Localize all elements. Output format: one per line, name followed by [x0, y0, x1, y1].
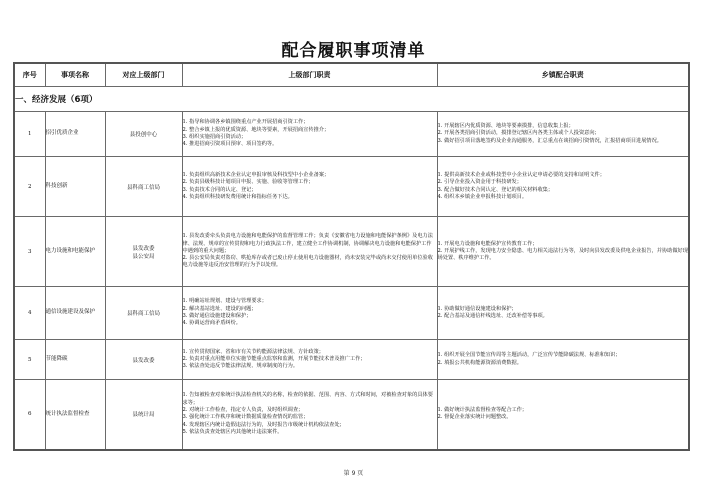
dept-name: 县统计局 [132, 412, 155, 419]
header-row [14, 63, 689, 87]
duty-item: 3. 配合做好技术合同认定、登记的相关材料收集； [437, 186, 554, 193]
header-no: 序号 [14, 63, 45, 87]
dept-name: 县科商工信局 [126, 184, 160, 191]
duty-item: 2. 配合基站及通信杆线选址、迁改补偿等事项。 [437, 313, 548, 319]
cell-upper-dept [105, 157, 182, 217]
table-row [14, 157, 689, 217]
duty-item: 2. 负责对重点用能单位实施节能重点监察和监测，开展节能技术普及推广工作； [182, 355, 366, 362]
header-upper-dept: 对应上级部门 [105, 63, 182, 87]
duty-item: 3. 做好通信设施建设和保护； [182, 313, 252, 319]
duty-table [13, 62, 690, 451]
duty-item: 2. 开展护线工作，发现电力安全隐患、电力相关违法行为等，及时向县发改委及供电企业报告，并协助做好现场处置、秩序维护工作。 [437, 247, 688, 262]
table-row [14, 217, 689, 287]
table-row [14, 380, 689, 450]
section-row [14, 87, 689, 112]
duty-item: 1. 指导和协调各乡镇围绕重点产业开展招商引资工作； [182, 119, 309, 126]
cell-upper-duties [182, 217, 437, 287]
dept-name: 县发改委 [132, 245, 155, 252]
cell-upper-dept [105, 287, 182, 340]
cell-no: 6 [14, 380, 45, 450]
cell-item-name: 节能降碳 [45, 340, 105, 380]
duty-item: 4. 负责组织科技研发费用统计和指标任务下达。 [182, 193, 293, 200]
duty-item: 2. 引导企业投入资金用于科技研发； [437, 179, 522, 186]
cell-upper-duties [182, 287, 437, 340]
cell-no: 5 [14, 340, 45, 380]
section-title: 一、经济发展（6项） [14, 87, 689, 112]
duty-item: 2. 解决基站选址、建设的问题； [182, 305, 257, 312]
header-upper-duties: 上级部门职责 [182, 63, 437, 87]
cell-upper-duties [182, 157, 437, 217]
cell-upper-dept [105, 112, 182, 157]
cell-no: 3 [14, 217, 45, 287]
duty-item: 2. 对统计工作检查，指定专人负责，及时组织调查； [182, 406, 304, 413]
cell-item-name: 科技创新 [45, 157, 105, 217]
duty-item: 1. 组织开展全国节能宣传周等主题活动，广泛宣传节能降碳法规、标准和知识； [437, 352, 621, 359]
duty-item: 2. 督促企业落实统计问题整改。 [437, 414, 512, 421]
cell-upper-dept [105, 217, 182, 287]
cell-item-name: 通信设施建设及保护 [45, 287, 105, 340]
duty-item: 1. 提供高新技术企业或科技型中小企业认定申请必要的支持和证明文件； [437, 171, 605, 178]
duty-item: 1. 开展辖区内优质资源、地块等要素摸排，信息收集上报； [437, 123, 574, 130]
cell-no: 4 [14, 287, 45, 340]
duty-item: 2. 填报公共机构能源资源消费数据。 [437, 359, 522, 366]
duty-item: 1. 做好统计执法监督检查等配合工作； [437, 406, 528, 413]
duty-item: 1. 协助做好通信设施建设和保护； [437, 305, 517, 312]
header-town-duties: 乡镇配合职责 [437, 63, 689, 87]
cell-item-name: 统计执法监督检查 [45, 380, 105, 450]
duty-item: 2. 负责县级科技计划项目申报、实施、验收等管理工作； [182, 179, 314, 186]
duty-item: 3. 组织实施招商引资活动； [182, 134, 247, 140]
duty-item: 1. 县发改委牵头负责电力设施和电能保护的监督管理工作；负责《安徽省电力设施和电能保护条例》及电力法律、法规、规章的宣传贯彻和电力行政执法工作，建立健全工作协调机制，协调解决电力设施和电能保护工作中遇到的重大问题； [182, 233, 433, 254]
document-title: 配合履职事项清单 [281, 41, 426, 61]
cell-upper-duties [182, 340, 437, 380]
duty-item: 1. 负责组织高新技术企业认定申报审核及科技型中小企业备案； [182, 171, 330, 178]
cell-upper-dept [105, 380, 182, 450]
duty-item: 4. 协调运营商矛盾纠纷。 [182, 320, 241, 327]
duty-item: 5. 依法负责查处辖区内其他统计违法案件。 [182, 428, 283, 435]
cell-item-name: 电力设施和电能保护 [45, 217, 105, 287]
cell-upper-duties [182, 380, 437, 450]
cell-upper-duties [182, 112, 437, 157]
cell-town-duties [437, 340, 689, 380]
duty-item: 1. 开展电力设施和电能保护宣传教育工作； [437, 240, 538, 247]
cell-item-name: 招引优质企业 [45, 112, 105, 157]
duty-item: 1. 宣传贯彻国家、省和市有关节约能源法律法规、方针政策； [182, 348, 324, 355]
duty-item: 1. 告知被检查对象统计执法检查机关的名称，检查的依据、范围、内容、方式和时间，对被检查对象的具体要求等； [182, 392, 433, 406]
dept-name: 县投创中心 [129, 132, 158, 138]
duty-item: 4. 推进招商引资项目预审、项目签约等。 [182, 141, 278, 148]
duty-item: 3. 做好招引项目落地签约及企业沟通服务，汇总重点在谈招商引资情况，汇报招商项目进展情况。 [437, 137, 662, 144]
dept-name: 县科商工信局 [126, 311, 160, 317]
cell-town-duties [437, 380, 689, 450]
cell-town-duties [437, 112, 689, 157]
cell-no: 1 [14, 112, 45, 157]
duty-item: 3. 强化统计工作秩序和统计数据质量检查情况的监管； [182, 414, 309, 421]
dept-name: 县发改委 [132, 357, 155, 364]
cell-no: 2 [14, 157, 45, 217]
cell-upper-dept [105, 340, 182, 380]
duty-item: 2. 县公安局负责对盗窃、哄抢库存或者已废止停止使用电力设施器材，尚未安装完毕或尚未交付使用单位验收电力设施等违反治安管理的行为予以处理。 [182, 255, 433, 269]
duty-item: 2. 开展各类招商引资活动，摸排登记辖区内各类主体或个人投资意向； [437, 130, 600, 137]
page-number: 第 9 页 [343, 470, 364, 477]
table-row [14, 340, 689, 380]
dept-name: 县公安局 [132, 253, 155, 260]
cell-town-duties [437, 287, 689, 340]
cell-town-duties [437, 217, 689, 287]
duty-item: 4. 发现辖区内统计造假违法行为的，及时报告市级统计机构依法查处； [182, 421, 345, 428]
table-row [14, 287, 689, 340]
duty-item: 3. 负责技术合同的认定、登记； [182, 186, 257, 193]
duty-item: 4. 组织本乡镇企业申报科技计划项目。 [437, 193, 528, 200]
duty-item: 3. 依法查处违反节能法律法规、规章制度的行为。 [182, 363, 299, 370]
duty-item: 1. 明确站址规划、建设与管理要求； [182, 298, 267, 305]
table-row [14, 112, 689, 157]
header-item-name: 事项名称 [45, 63, 105, 87]
cell-town-duties [437, 157, 689, 217]
duty-item: 2. 整合乡镇上报的优质资源、地块等要素，开展招商宣传推介； [182, 126, 330, 133]
